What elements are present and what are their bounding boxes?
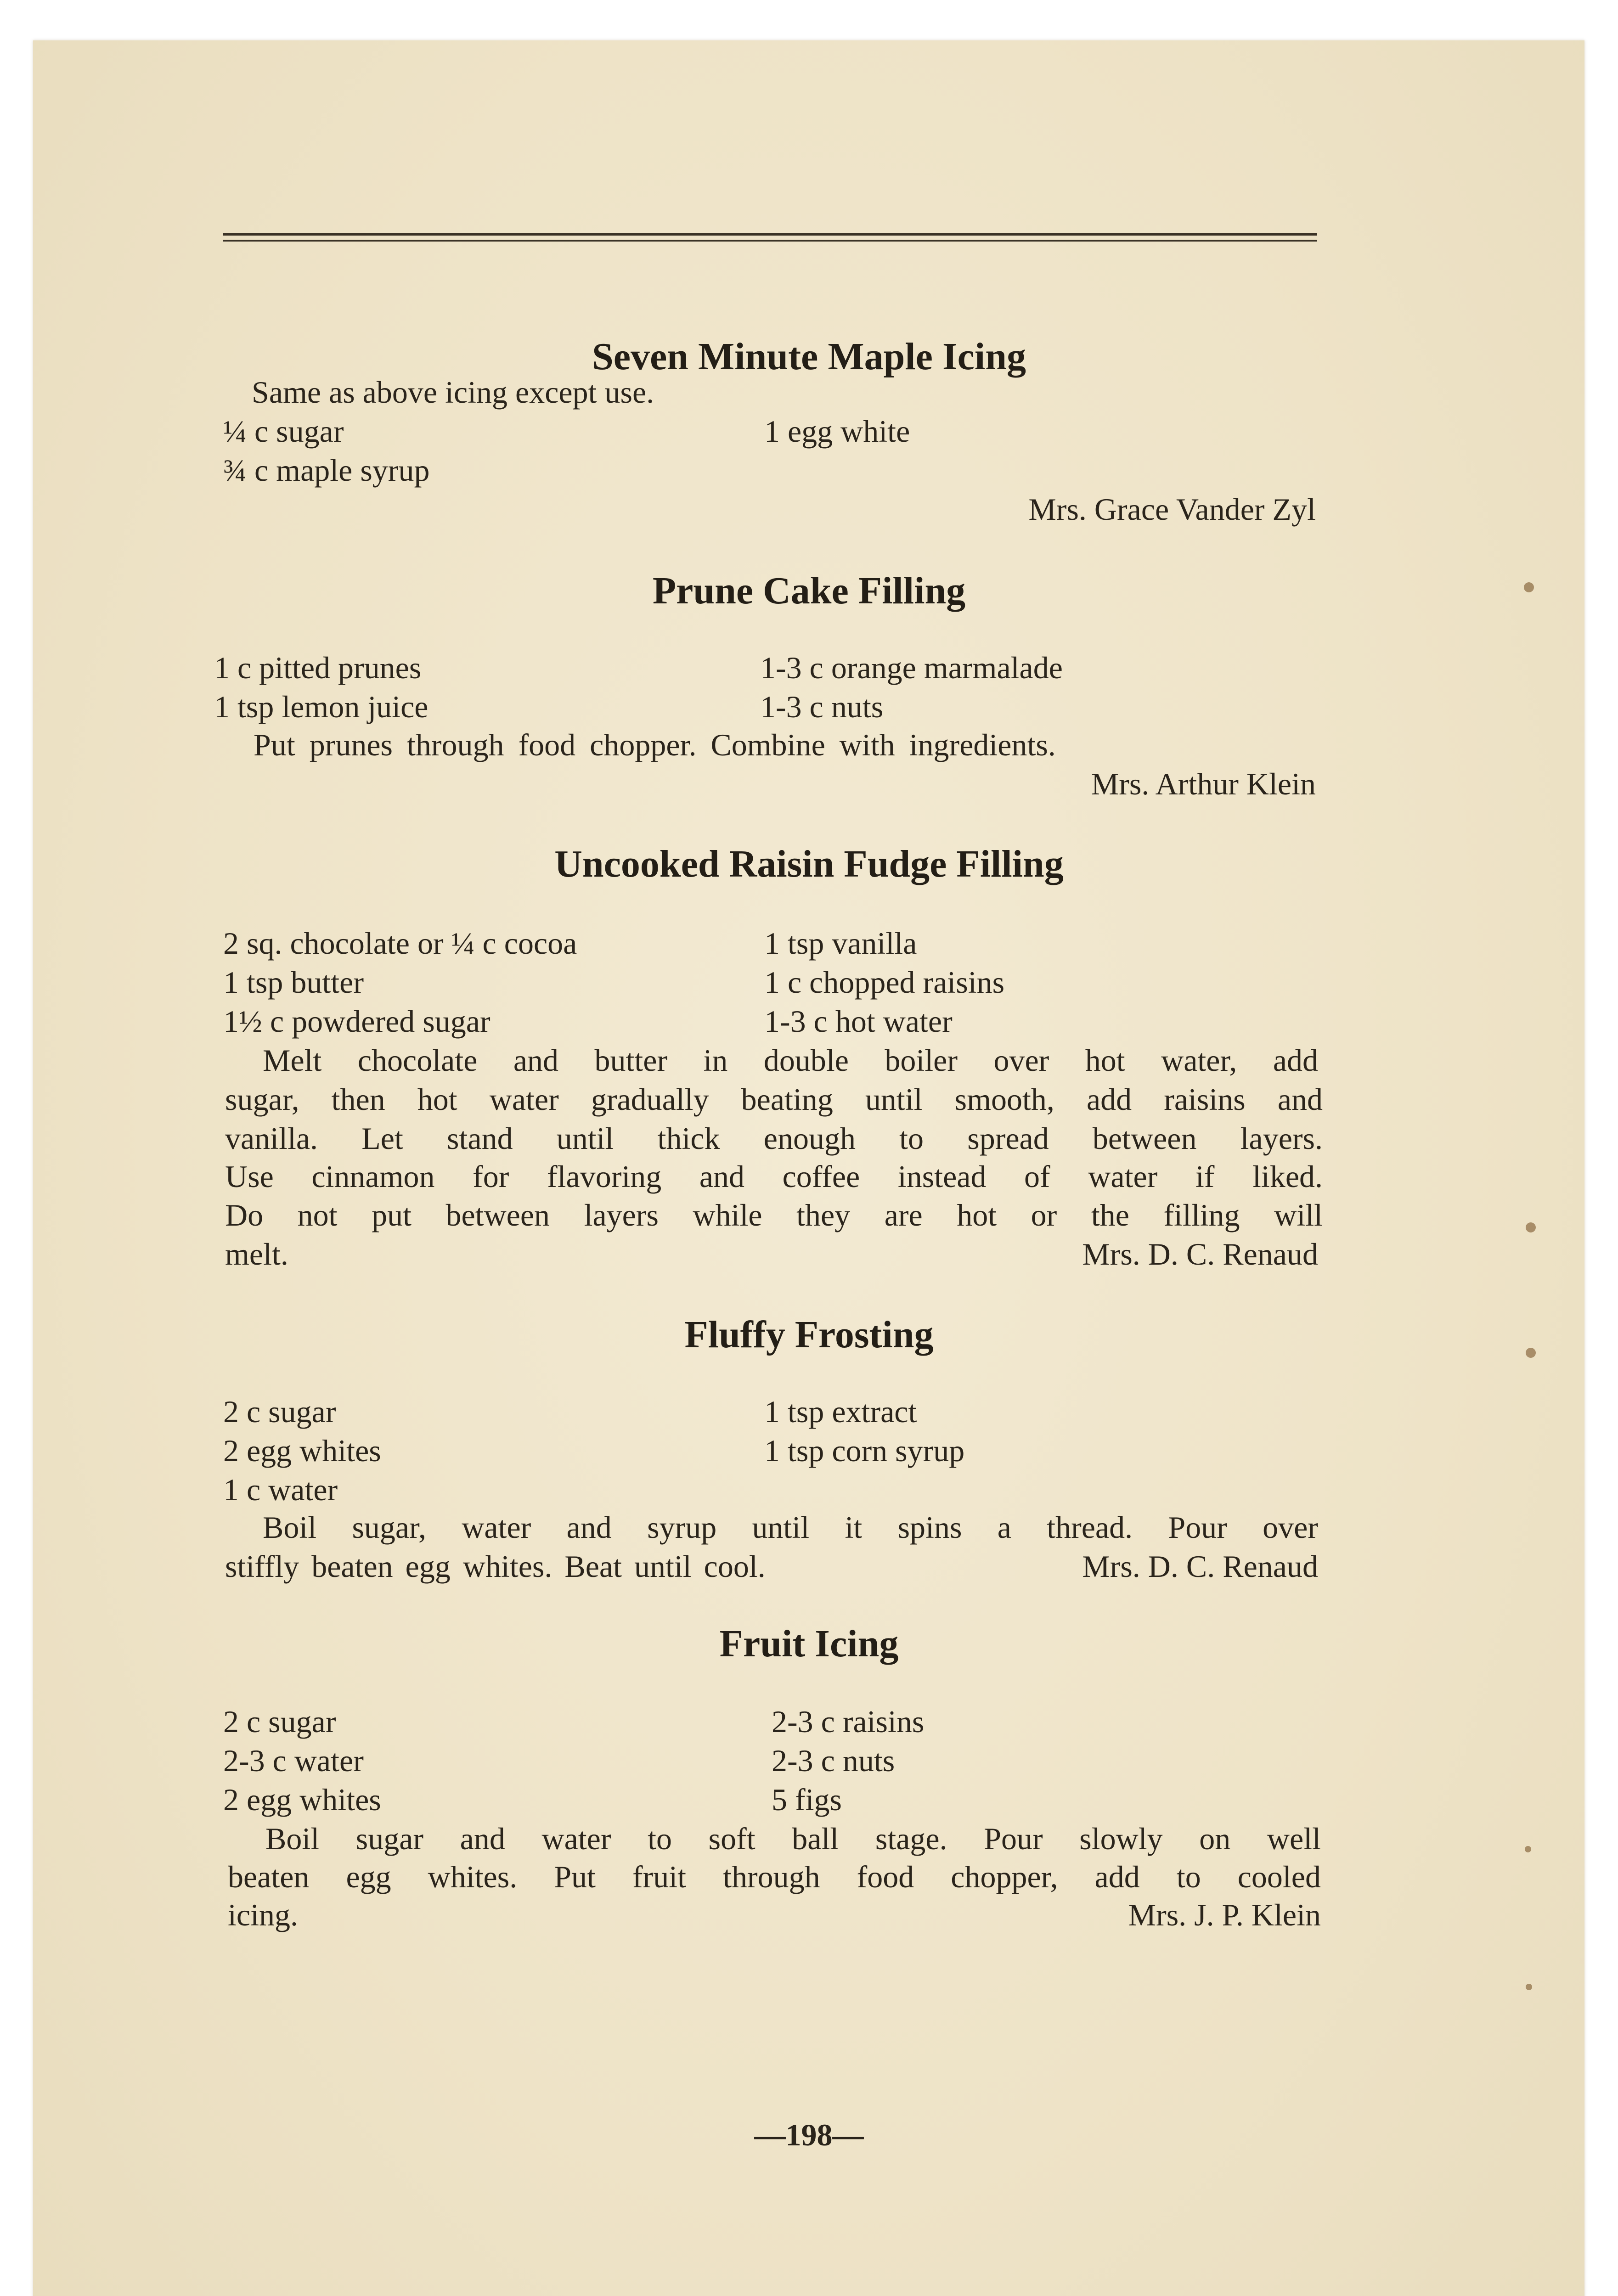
recipe-author: Mrs. Grace Vander Zyl bbox=[1028, 492, 1316, 527]
ingredient: 2-3 c raisins bbox=[772, 1704, 925, 1739]
ingredient: 1½ c powdered sugar bbox=[223, 1004, 490, 1039]
recipe-directions-line: Do not put between layers while they are hot or the filling will bbox=[225, 1198, 1323, 1232]
ingredient: ¾ c maple syrup bbox=[223, 453, 430, 488]
ingredient: 2 egg whites bbox=[223, 1782, 381, 1817]
recipe-title-fruit-icing: Fruit Icing bbox=[719, 1622, 899, 1665]
ingredient: 1-3 c orange marmalade bbox=[760, 650, 1063, 685]
ingredient: 1 tsp vanilla bbox=[764, 926, 917, 961]
recipe-directions-line: vanilla. Let stand until thick enough to spread between layers. bbox=[225, 1121, 1323, 1156]
ingredient: 1 egg white bbox=[764, 414, 910, 449]
ingredient: 1 tsp extract bbox=[764, 1394, 917, 1429]
recipe-title-raisin-fudge-filling: Uncooked Raisin Fudge Filling bbox=[554, 843, 1064, 885]
stain-mark bbox=[1526, 1222, 1536, 1232]
recipe-directions-line: melt. bbox=[225, 1237, 288, 1272]
recipe-author: Mrs. Arthur Klein bbox=[1091, 766, 1316, 801]
recipe-directions-line: sugar, then hot water gradually beating until smooth, add raisins and bbox=[225, 1082, 1323, 1117]
recipe-title-fluffy-frosting: Fluffy Frosting bbox=[684, 1313, 934, 1356]
ingredient: 1 tsp corn syrup bbox=[764, 1433, 965, 1468]
recipe-title-maple-icing: Seven Minute Maple Icing bbox=[592, 335, 1026, 378]
recipe-directions-line: Boil sugar, water and syrup until it spins a thread. Pour over bbox=[263, 1510, 1318, 1545]
ingredient: 1-3 c nuts bbox=[760, 689, 884, 724]
ingredient: 2 egg whites bbox=[223, 1433, 381, 1468]
stain-mark bbox=[1525, 1846, 1531, 1852]
ingredient: 1 c pitted prunes bbox=[214, 650, 422, 685]
recipe-directions: Put prunes through food chopper. Combine with ingredients. bbox=[254, 727, 1056, 762]
ingredient: 2 c sugar bbox=[223, 1394, 336, 1429]
recipe-title-prune-filling: Prune Cake Filling bbox=[652, 569, 966, 612]
page-number: —198— bbox=[754, 2117, 864, 2152]
recipe-directions-line: Melt chocolate and butter in double boiler over hot water, add bbox=[263, 1043, 1318, 1078]
recipe-intro: Same as above icing except use. bbox=[252, 375, 654, 410]
ingredient: ¼ c sugar bbox=[223, 414, 344, 449]
ingredient: 1-3 c hot water bbox=[764, 1004, 953, 1039]
ingredient: 2 sq. chocolate or ¼ c cocoa bbox=[223, 926, 577, 961]
recipe-author: Mrs. D. C. Renaud bbox=[1082, 1237, 1318, 1272]
recipe-directions-line: Boil sugar and water to soft ball stage. Pour slowly on well bbox=[265, 1821, 1321, 1856]
ingredient: 1 c chopped raisins bbox=[764, 965, 1005, 1000]
ingredient: 2 c sugar bbox=[223, 1704, 336, 1739]
recipe-directions-line: stiffly beaten egg whites. Beat until cool. bbox=[225, 1549, 766, 1584]
recipe-author: Mrs. J. P. Klein bbox=[1128, 1897, 1321, 1932]
ingredient: 1 tsp lemon juice bbox=[214, 689, 428, 724]
ingredient: 2-3 c water bbox=[223, 1743, 364, 1778]
ingredient: 5 figs bbox=[772, 1782, 842, 1817]
recipe-author: Mrs. D. C. Renaud bbox=[1082, 1549, 1318, 1584]
stain-mark bbox=[1526, 1984, 1532, 1990]
recipe-directions-line: Use cinnamon for flavoring and coffee instead of water if liked. bbox=[225, 1159, 1323, 1194]
ingredient: 2-3 c nuts bbox=[772, 1743, 895, 1778]
recipe-directions-line: icing. bbox=[228, 1897, 298, 1932]
recipe-directions-line: beaten egg whites. Put fruit through food chopper, add to cooled bbox=[228, 1859, 1321, 1894]
header-rule bbox=[223, 233, 1317, 243]
ingredient: 1 tsp butter bbox=[223, 965, 364, 1000]
ingredient: 1 c water bbox=[223, 1472, 338, 1507]
